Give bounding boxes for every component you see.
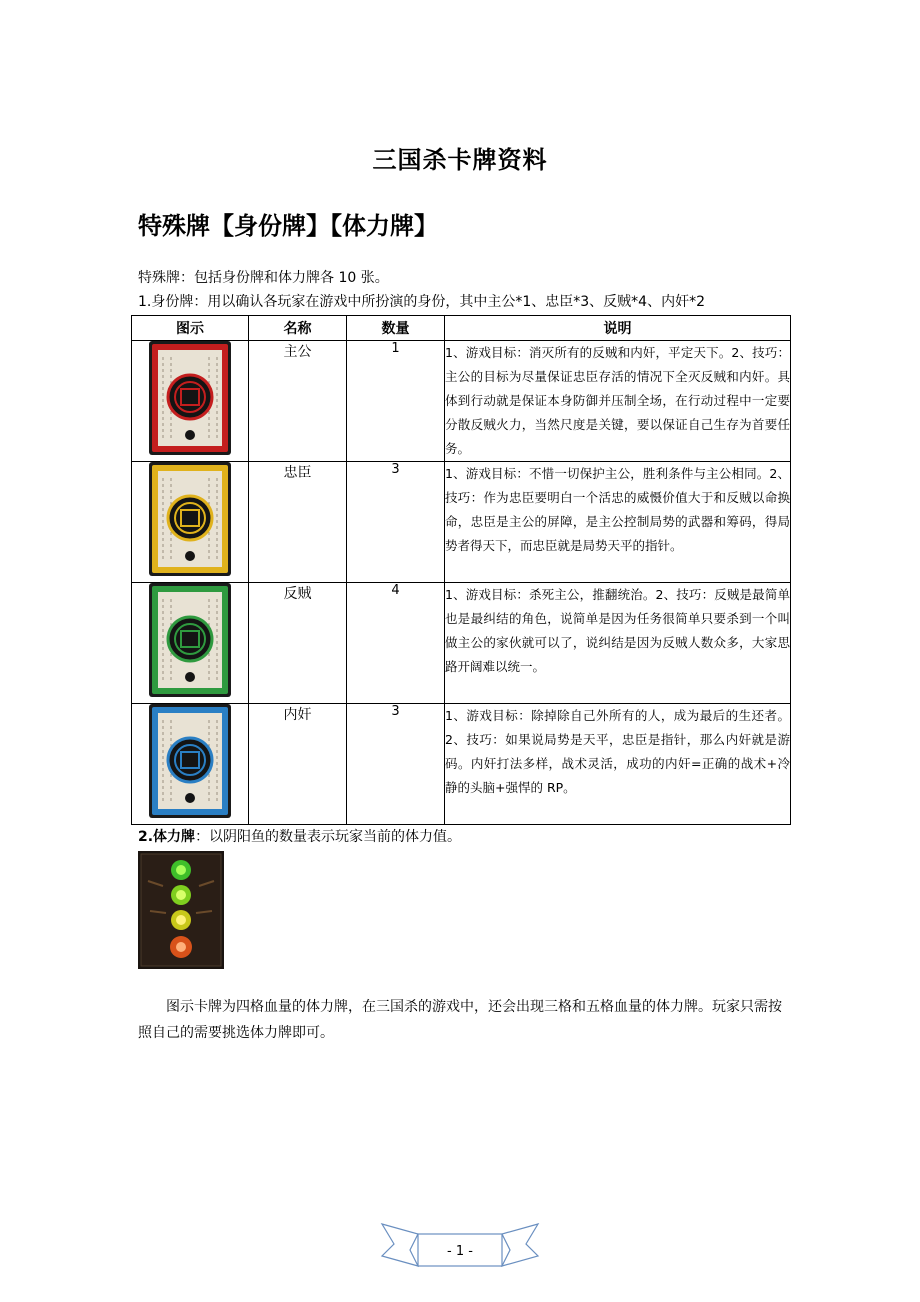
table-row [132, 341, 791, 462]
table-row [132, 462, 791, 583]
card-image-cell [132, 583, 249, 704]
role-count: 1 [347, 341, 445, 462]
document-title: 三国杀卡牌资料 [372, 146, 548, 174]
header-image: 图示 [132, 316, 249, 341]
identity-card-image [149, 462, 231, 576]
hp-label: 2.体力牌 [138, 829, 196, 845]
section-heading: 特殊牌【身份牌】【体力牌】 [138, 212, 438, 240]
intro-paragraph: 特殊牌：包括身份牌和体力牌各 10 张。 [138, 270, 389, 286]
role-count: 3 [347, 462, 445, 583]
role-count: 4 [347, 583, 445, 704]
card-image-cell [132, 341, 249, 462]
identity-card-image [149, 704, 231, 818]
header-count: 数量 [347, 316, 445, 341]
page-number-ribbon [380, 1220, 540, 1270]
table-header-row [132, 316, 791, 341]
header-name: 名称 [249, 316, 347, 341]
hp-text: ：以阴阳鱼的数量表示玩家当前的体力值。 [195, 829, 462, 845]
role-name: 忠臣 [249, 462, 347, 583]
card-image-cell [132, 462, 249, 583]
identity-intro-paragraph: 1.身份牌：用以确认各玩家在游戏中所扮演的身份，其中主公*1、忠臣*3、反贼*4、内奸*2 [138, 294, 705, 310]
table-row [132, 704, 791, 825]
role-description: 1、游戏目标：杀死主公，推翻统治。2、技巧：反贼是最简单也是最纠结的角色，说简单是因为任务很简单只要杀到一个叫做主公的家伙就可以了，说纠结是因为反贼人数众多，大家思路开阔难以统一。 [445, 583, 791, 704]
card-image-cell [132, 704, 249, 825]
role-count: 3 [347, 704, 445, 825]
hp-paragraph [138, 827, 461, 847]
role-name: 内奸 [249, 704, 347, 825]
body-paragraph: 图示卡牌为四格血量的体力牌，在三国杀的游戏中，还会出现三格和五格血量的体力牌。玩家只需按照自己的需要挑选体力牌即可。 [138, 999, 782, 1041]
role-name: 反贼 [249, 583, 347, 704]
header-description: 说明 [445, 316, 791, 341]
table-row [132, 583, 791, 704]
identity-card-table [131, 315, 791, 825]
role-description: 1、游戏目标：除掉除自己外所有的人，成为最后的生还者。2、技巧：如果说局势是天平，忠臣是指针，那么内奸就是游码。内奸打法多样，战术灵活，成功的内奸=正确的战术+冷静的头脑+强悍的 RP。 [445, 704, 791, 825]
hp-card-image [138, 851, 224, 969]
identity-card-image [149, 341, 231, 455]
page-number: - 1 - [447, 1244, 473, 1259]
role-description: 1、游戏目标：不惜一切保护主公，胜利条件与主公相同。2、技巧：作为忠臣要明白一个活忠的威慑价值大于和反贼以命换命，忠臣是主公的屏障，是主公控制局势的武器和筹码，得局势者得天下，而忠臣就是局势天平的指针。 [445, 462, 791, 583]
role-name: 主公 [249, 341, 347, 462]
role-description: 1、游戏目标：消灭所有的反贼和内奸，平定天下。2、技巧：主公的目标为尽量保证忠臣存活的情况下全灭反贼和内奸。具体到行动就是保证本身防御并压制全场，在行动过程中一定要分散反贼火力，当然尺度是关键，要以保证自己生存为首要任务。 [445, 341, 791, 462]
identity-card-image [149, 583, 231, 697]
